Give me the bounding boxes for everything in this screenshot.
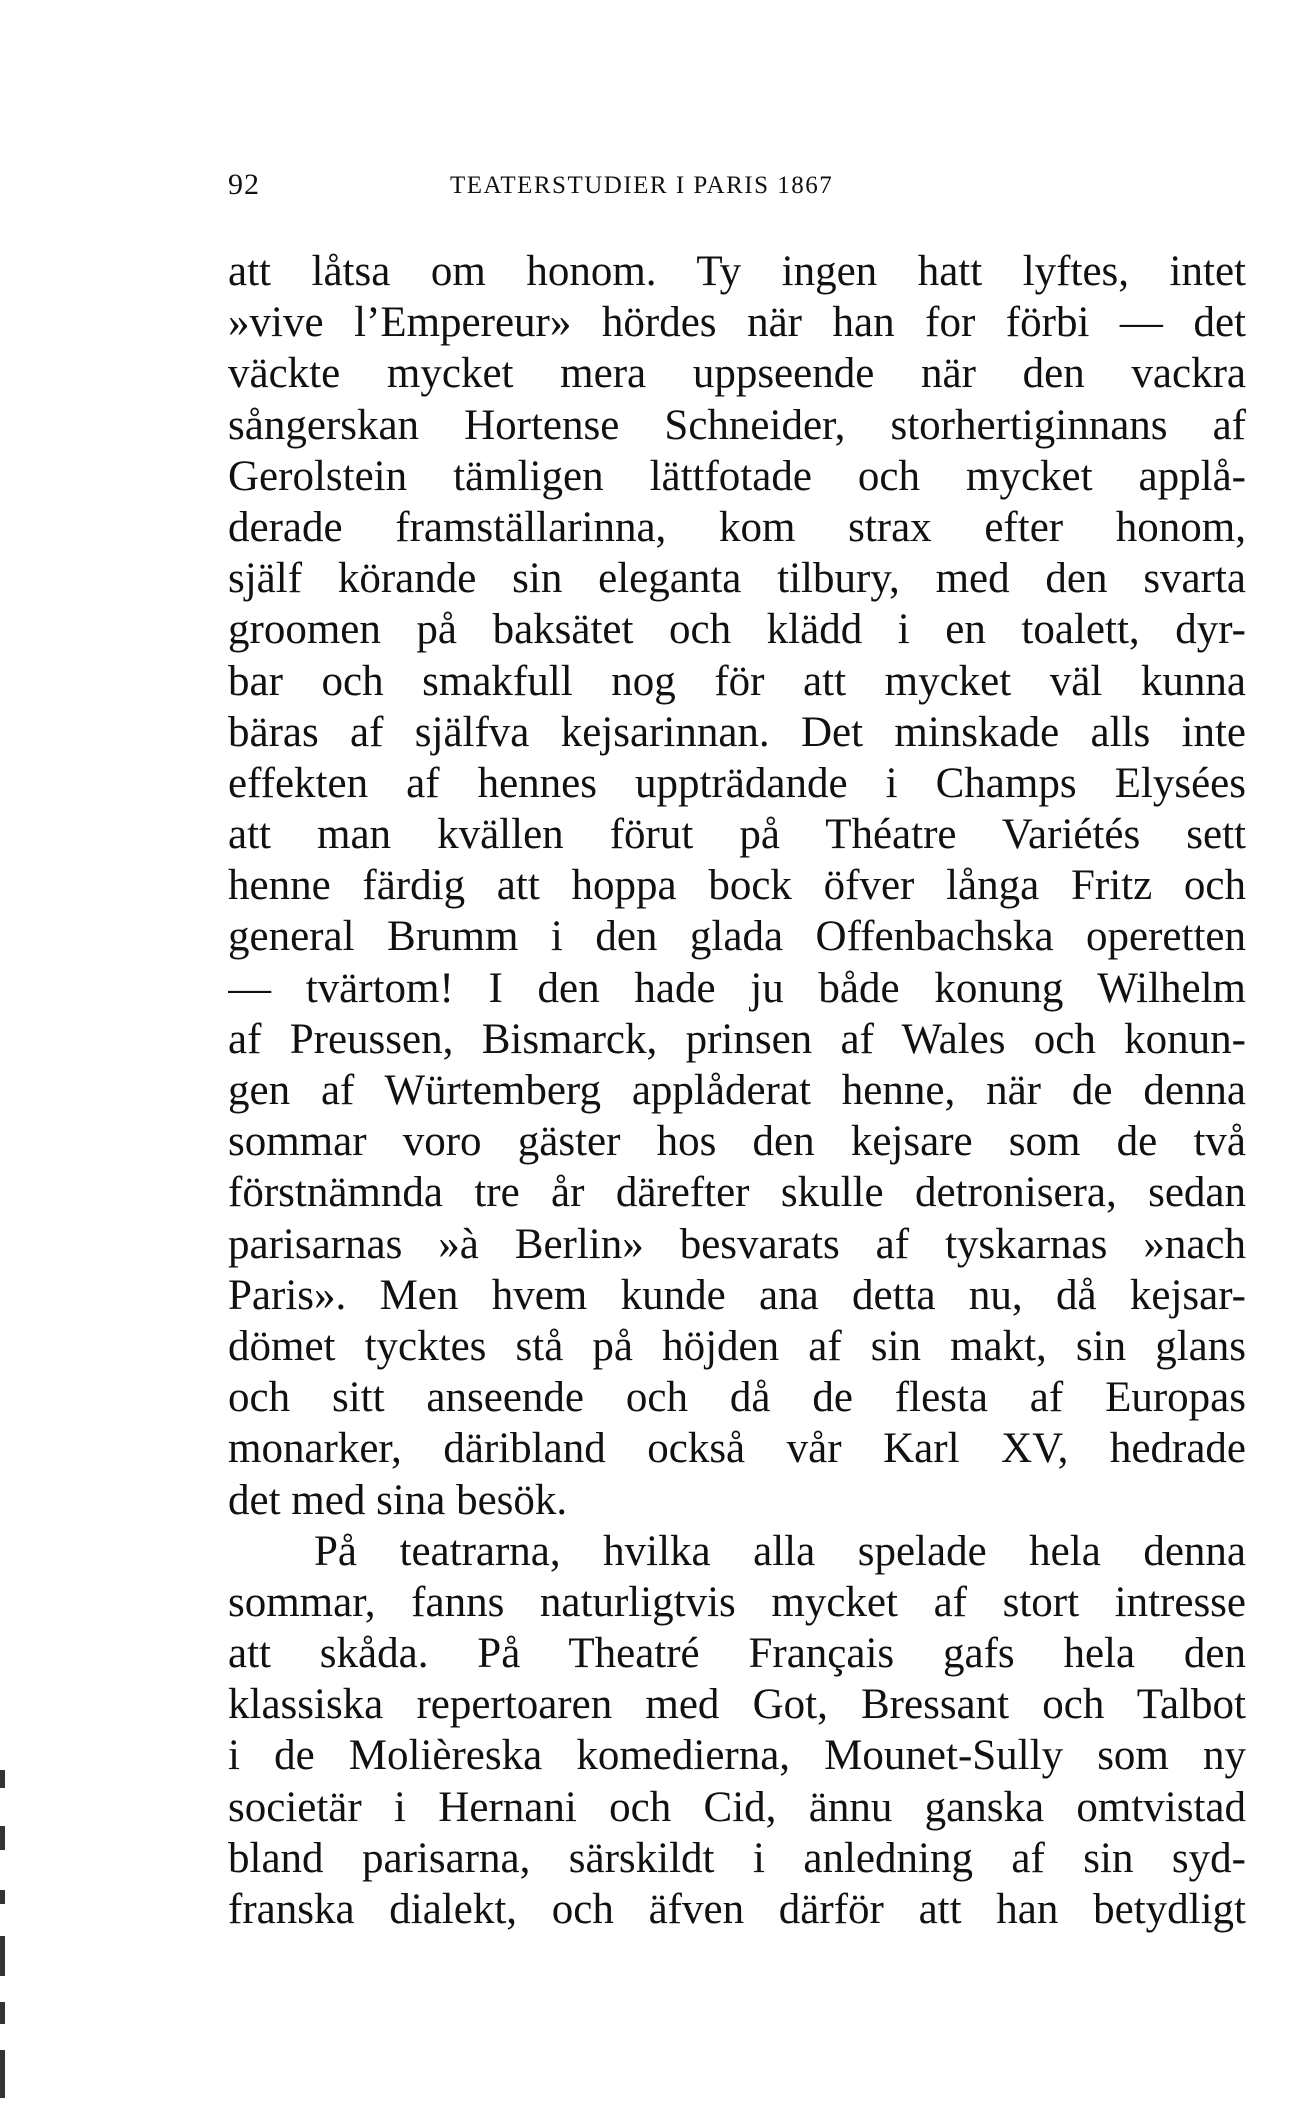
text-line: parisarnas »à Berlin» besvarats af tyskarnas »nach [228,1220,1246,1268]
scan-mark [0,1826,5,1850]
text-line: bäras af själfva kejsarinnan. Det minskade alls inte [228,708,1246,756]
text-line: gen af Würtemberg applåderat henne, när de denna [228,1067,1246,1114]
text-line: derade framställarinna, kom strax efter honom, [228,503,1246,551]
text-line: effekten af hennes uppträdande i Champs Elysées [228,759,1246,807]
page-number: 92 [228,168,260,201]
text-line: societär i Hernani och Cid, ännu ganska omtvistad [228,1783,1246,1831]
text-line: i de Molièreska komedierna, Mounet-Sully som ny [228,1732,1246,1780]
text-line: franska dialekt, och äfven därför att han betydligt [228,1886,1246,1933]
scan-mark [0,2002,5,2024]
text-line: sångerskan Hortense Schneider, storhertiginnans af [228,401,1246,449]
text-line: och sitt anseende och då de flesta af Europas [228,1374,1246,1422]
text-line: general Brumm i den glada Offenbachska operetten [228,913,1246,961]
text-line: att låtsa om honom. Ty ingen hatt lyftes, intet [228,248,1246,295]
scan-margin-marks [0,1740,8,2108]
text-line: Paris». Men hvem kunde ana detta nu, då kejsar- [228,1271,1246,1319]
scan-mark [0,1890,5,1904]
scan-mark [0,1936,5,1976]
text-line: klassiska repertoaren med Got, Bressant och Talbot [228,1681,1246,1729]
text-body [228,246,1246,1935]
paragraph [228,1526,1246,1936]
text-line: själf körande sin eleganta tilbury, med den svarta [228,555,1246,603]
paragraph [228,246,1246,1526]
text-line: monarker, däribland också vår Karl XV, hedrade [228,1425,1246,1473]
text-line: dömet tycktes stå på höjden af sin makt, sin glans [228,1322,1246,1370]
text-line: — tvärtom! I den hade ju både konung Wilhelm [228,964,1246,1012]
text-line: att man kvällen förut på Théatre Variétés sett [228,811,1246,859]
text-line: groomen på baksätet och klädd i en toalett, dyr- [228,606,1246,654]
scan-mark [0,1770,5,1788]
text-line: Gerolstein tämligen lättfotade och mycket applå- [228,452,1246,500]
text-line: »vive l’Empereur» hördes när han for förbi — det [228,299,1246,347]
running-title: TEATERSTUDIER I PARIS 1867 [450,172,834,199]
text-line: henne färdig att hoppa bock öfver långa Fritz och [228,862,1246,910]
text-line: sommar, fanns naturligtvis mycket af stort intresse [228,1578,1246,1626]
text-line: att skåda. På Theatré Français gafs hela den [228,1630,1246,1678]
text-line: väckte mycket mera uppseende när den vackra [228,350,1246,398]
running-head [228,168,988,212]
text-line: förstnämnda tre år därefter skulle detronisera, sedan [228,1169,1246,1217]
text-line: af Preussen, Bismarck, prinsen af Wales och konun- [228,1015,1246,1063]
scan-mark [0,2050,5,2098]
text-line: bland parisarna, särskildt i anledning af sin syd- [228,1834,1246,1882]
text-line: bar och smakfull nog för att mycket väl kunna [228,657,1246,705]
text-line: det med sina besök. [228,1476,568,1524]
text-line: På teatrarna, hvilka alla spelade hela denna [314,1527,1246,1575]
text-line: sommar voro gäster hos den kejsare som de två [228,1118,1246,1166]
